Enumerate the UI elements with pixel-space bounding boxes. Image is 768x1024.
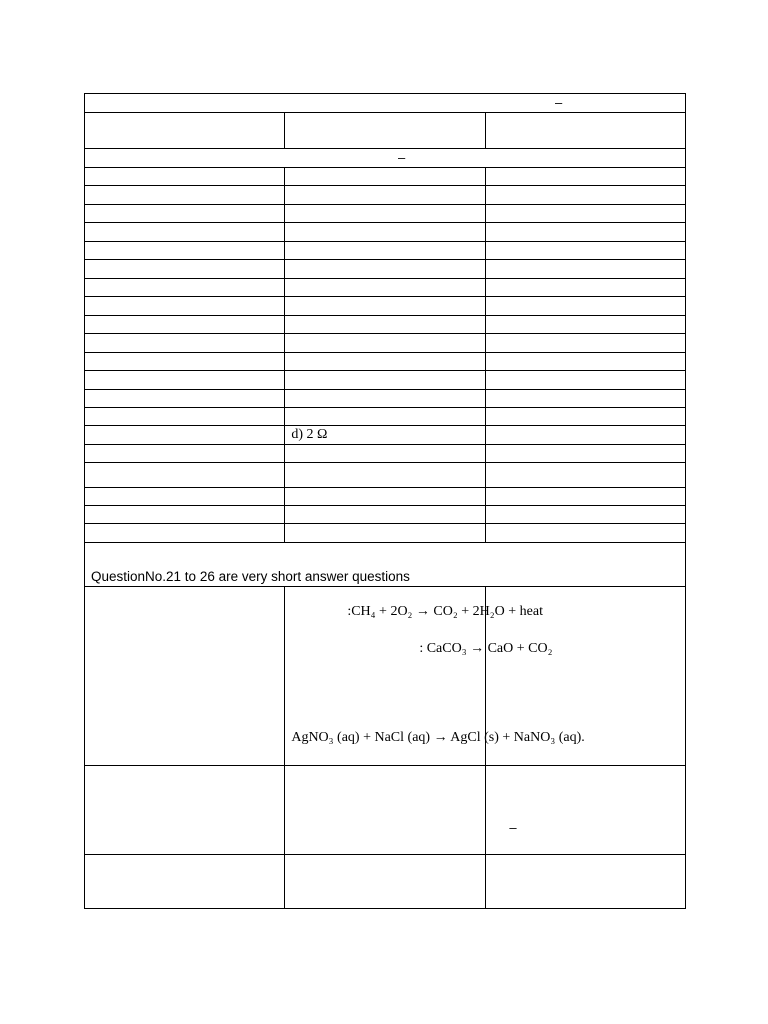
qno-cell	[85, 353, 285, 371]
table-row	[85, 587, 686, 766]
qno-cell	[85, 855, 285, 909]
table-row	[85, 168, 686, 186]
qno-cell	[85, 168, 285, 186]
qno-cell	[85, 297, 285, 316]
table-row	[85, 524, 686, 543]
answer-dash: –	[509, 820, 517, 835]
qno-cell	[85, 463, 285, 488]
qno-cell	[85, 524, 285, 543]
marks-cell	[485, 371, 685, 390]
marks-cell	[485, 186, 685, 205]
header-dash: –	[555, 95, 563, 110]
answer-cell	[285, 260, 485, 279]
table-row	[85, 316, 686, 334]
table-row	[85, 334, 686, 353]
qno-cell	[85, 408, 285, 426]
answer-key-table	[84, 93, 686, 909]
table-row	[85, 488, 686, 506]
marks-cell	[485, 426, 685, 445]
answer-cell	[285, 205, 485, 223]
answer-cell	[285, 242, 485, 260]
qno-cell	[85, 316, 285, 334]
column-header-row	[85, 113, 686, 149]
table-row	[85, 223, 686, 242]
marks-cell	[485, 766, 685, 855]
answer-cell	[285, 488, 485, 506]
answer-cell	[285, 353, 485, 371]
answer-cell	[285, 587, 585, 766]
table-row	[85, 205, 686, 223]
marks-cell	[485, 223, 685, 242]
marks-cell	[485, 242, 685, 260]
table-row	[85, 766, 686, 855]
table-row	[85, 390, 686, 408]
answer-cell	[285, 297, 485, 316]
qno-cell	[85, 390, 285, 408]
answer-cell	[285, 855, 485, 909]
mcq-answer-text: d) 2 Ω	[291, 427, 328, 442]
qno-cell	[85, 260, 285, 279]
marks-cell	[485, 168, 685, 186]
marks-cell	[485, 353, 685, 371]
table-row	[85, 371, 686, 390]
qno-cell	[85, 488, 285, 506]
marks-cell	[485, 855, 685, 909]
table-row	[85, 353, 686, 371]
answer-cell	[285, 506, 485, 524]
table-row	[85, 426, 686, 445]
equation-calcium-carbonate: : CaCO₃ → CaO + CO₂	[419, 641, 553, 656]
answer-cell	[285, 524, 485, 543]
marks-cell	[485, 408, 685, 426]
qno-cell	[85, 426, 285, 445]
equation-methane-combustion: :CH₄ + 2O₂ → CO₂ + 2H₂O + heat	[347, 604, 543, 619]
answer-cell	[285, 186, 485, 205]
table-row	[85, 279, 686, 297]
table-row	[85, 242, 686, 260]
answer-header-cell	[285, 113, 485, 149]
qno-header-cell	[85, 113, 285, 149]
answer-cell	[285, 463, 485, 488]
qno-cell	[85, 205, 285, 223]
answer-cell	[285, 279, 485, 297]
qno-cell	[85, 445, 285, 463]
qno-cell	[85, 242, 285, 260]
qno-cell	[85, 223, 285, 242]
table-row	[85, 297, 686, 316]
marks-cell	[485, 524, 685, 543]
marks-cell	[485, 445, 685, 463]
qno-cell	[85, 371, 285, 390]
mcq-section-dash: –	[398, 150, 406, 165]
marks-cell	[485, 297, 685, 316]
table-row	[85, 506, 686, 524]
answer-cell	[285, 316, 485, 334]
marks-cell	[485, 260, 685, 279]
mcq-section-row	[85, 149, 686, 168]
marks-cell	[485, 316, 685, 334]
answer-cell	[285, 445, 485, 463]
table-row	[85, 186, 686, 205]
vsa-section-cell	[85, 543, 686, 587]
marks-cell	[485, 205, 685, 223]
table-row	[85, 445, 686, 463]
qno-cell	[85, 186, 285, 205]
marks-cell	[485, 279, 685, 297]
table-row	[85, 260, 686, 279]
marks-cell	[485, 488, 685, 506]
table-row	[85, 408, 686, 426]
qno-cell	[85, 506, 285, 524]
answer-cell	[285, 390, 485, 408]
answer-cell	[285, 223, 485, 242]
vsa-section-row	[85, 543, 686, 587]
table-row	[85, 463, 686, 488]
qno-cell	[85, 587, 285, 766]
answer-cell	[285, 408, 485, 426]
answer-cell	[285, 766, 517, 855]
table-row	[85, 855, 686, 909]
answer-cell	[285, 371, 485, 390]
marks-cell	[485, 463, 685, 488]
marks-header-cell	[485, 113, 685, 149]
qno-cell	[85, 766, 285, 855]
marks-cell	[485, 390, 685, 408]
answer-cell	[285, 168, 485, 186]
equation-silver-nitrate: AgNO₃ (aq) + NaCl (aq) → AgCl (s) + NaNO₃ (aq).	[291, 730, 585, 745]
answer-cell	[285, 426, 485, 445]
qno-cell	[85, 279, 285, 297]
header-cell	[85, 94, 686, 113]
marks-cell	[485, 506, 685, 524]
marks-cell	[485, 334, 685, 353]
qno-cell	[85, 334, 285, 353]
answer-cell	[285, 334, 485, 353]
header-row	[85, 94, 686, 113]
mcq-section-cell	[85, 149, 686, 168]
vsa-section-heading: QuestionNo.21 to 26 are very short answer questions	[91, 569, 410, 584]
